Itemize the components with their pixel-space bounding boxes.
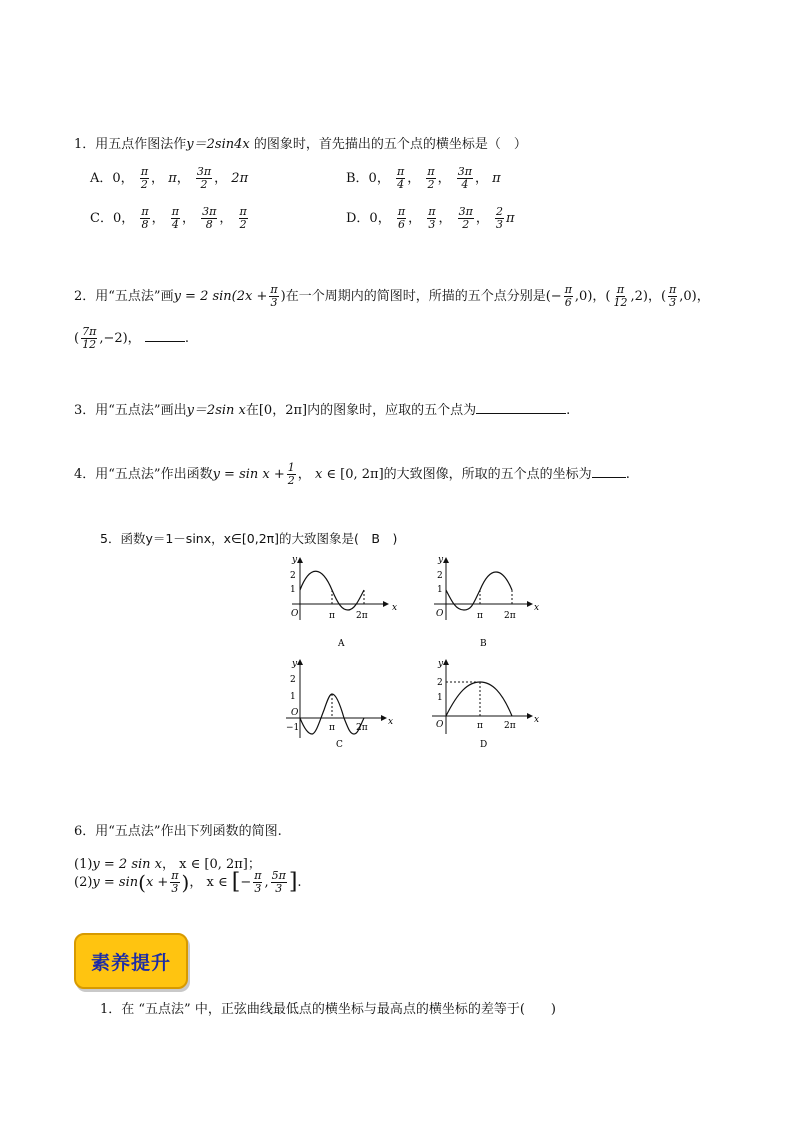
- q4-text: 4．用“五点法”作出函数: [74, 467, 213, 482]
- tick-2pi: 2π: [504, 721, 516, 731]
- answer-blank[interactable]: [145, 341, 185, 342]
- period: .: [184, 331, 189, 346]
- denominator: 3: [428, 218, 436, 231]
- q3-function: y＝2sin x: [186, 403, 246, 418]
- left-paren: (: [138, 870, 146, 895]
- denominator: 3: [496, 218, 504, 231]
- tick-2: 2: [290, 571, 296, 581]
- q3-stem: [74, 399, 570, 418]
- q4-stem: [74, 462, 630, 487]
- q6-stem: [74, 820, 282, 839]
- interval: [0, 2π]: [340, 467, 384, 482]
- tick-2pi: 2π: [356, 723, 368, 733]
- fraction: [396, 166, 405, 191]
- q1-stem: [74, 133, 527, 152]
- fraction: [271, 870, 287, 895]
- fraction: [81, 326, 97, 351]
- denominator: 3: [171, 882, 179, 895]
- fraction: [253, 870, 262, 895]
- two-pi: 2π: [231, 171, 249, 186]
- comma: ，: [181, 211, 195, 226]
- q5-text: 5．函数y＝1－sinx，x∈[0,2π]的大致图象是( B ): [100, 531, 398, 546]
- x-label: x: [388, 717, 394, 727]
- q1-option-a[interactable]: [90, 166, 248, 191]
- denominator: 3: [270, 296, 278, 309]
- domain: ， x ∈: [162, 857, 201, 872]
- fraction: [668, 284, 677, 309]
- tick-1: 1: [290, 585, 296, 595]
- fraction: [426, 166, 435, 191]
- paren: ): [280, 289, 286, 304]
- graph-b[interactable]: [424, 552, 544, 652]
- point: ,0)，: [574, 289, 606, 304]
- numerator: π: [141, 205, 149, 218]
- denominator: 6: [397, 218, 405, 231]
- numerator: 1: [287, 461, 295, 474]
- tick-1: 1: [290, 692, 296, 702]
- numerator: π: [428, 205, 436, 218]
- q5-stem: [100, 529, 397, 547]
- q6-part2: (2)y = sin(x + $\frac{\pi}{3}$ )， x ∈ [− $\frac{\pi}{3}$ , $\frac{5\pi}{3}$ ].: [74, 869, 302, 895]
- tick-1: 1: [437, 585, 443, 595]
- denominator: 4: [397, 178, 405, 191]
- graph-label-d: D: [480, 740, 488, 750]
- denominator: 8: [205, 218, 213, 231]
- tick-2: 2: [290, 675, 296, 685]
- point: (: [74, 331, 80, 346]
- q2-stem: [74, 284, 710, 309]
- q6-function-2: y = sin: [92, 875, 139, 890]
- comma: ，: [176, 171, 190, 186]
- comma: ，: [475, 211, 489, 226]
- fraction: [564, 284, 573, 309]
- period: .: [566, 403, 571, 418]
- section-badge: [74, 933, 188, 989]
- part-label: (1): [74, 857, 93, 872]
- fraction: [397, 206, 406, 231]
- origin-label: O: [291, 708, 299, 718]
- comma: ，: [297, 467, 311, 482]
- comma: ，: [151, 171, 165, 186]
- comma: ，: [214, 171, 228, 186]
- option-label: C．0，: [90, 211, 135, 226]
- x-label: x: [534, 603, 540, 613]
- denominator: 2: [140, 178, 148, 191]
- fraction: [458, 206, 474, 231]
- graph-a[interactable]: [276, 552, 396, 652]
- q1-option-b[interactable]: [346, 166, 501, 191]
- inner-expr: x +: [145, 875, 169, 890]
- numerator: π: [270, 283, 278, 296]
- tick-pi: π: [477, 721, 483, 731]
- denominator: 12: [82, 338, 97, 351]
- denominator: 2: [287, 474, 295, 487]
- point: (−: [545, 289, 562, 304]
- numerator: π: [254, 869, 262, 882]
- tick-2pi: 2π: [504, 611, 516, 621]
- numerator: π: [239, 205, 247, 218]
- comma: ，: [151, 211, 165, 226]
- fraction: [239, 206, 248, 231]
- point: (: [660, 289, 667, 304]
- fraction: [171, 206, 180, 231]
- origin-label: O: [436, 609, 444, 619]
- semicolon: ；: [247, 857, 261, 872]
- right-bracket: ]: [288, 869, 298, 895]
- pi: π: [168, 171, 177, 186]
- y-label: y: [292, 659, 298, 669]
- q4-function: y = sin x +: [212, 467, 285, 482]
- q2-function: y = 2 sin(2x +: [173, 289, 268, 304]
- q3-text: 3．用“五点法”画出: [74, 403, 187, 418]
- fraction: [201, 206, 217, 231]
- numerator: 3π: [457, 165, 472, 178]
- q3-text: 在[0，2π]内的图象时，应取的五个点为: [245, 403, 477, 418]
- denominator: 4: [171, 218, 179, 231]
- graph-label-a: A: [338, 639, 345, 649]
- denominator: 8: [141, 218, 149, 231]
- fraction: [495, 206, 504, 231]
- pi: π: [492, 171, 501, 186]
- numerator: π: [616, 283, 625, 296]
- minus: −: [240, 875, 252, 890]
- fraction: [287, 462, 296, 487]
- denominator: 6: [564, 296, 572, 309]
- point: (: [605, 289, 611, 304]
- fraction: [140, 206, 149, 231]
- tick-pi: π: [329, 723, 335, 733]
- fraction: [427, 206, 436, 231]
- fraction: [269, 284, 278, 309]
- tick-2: 2: [437, 571, 443, 581]
- numerator: 3π: [458, 205, 473, 218]
- fraction: [612, 284, 628, 309]
- q2-text: 在一个周期内的简图时，所描的五个点分别是: [285, 289, 546, 304]
- comma: ，: [437, 171, 451, 186]
- answer-blank[interactable]: [476, 413, 566, 414]
- period: .: [297, 875, 302, 890]
- option-label: A．0，: [90, 171, 134, 186]
- numerator: 2: [496, 205, 504, 218]
- origin-label: O: [436, 720, 444, 730]
- s1-stem: [100, 998, 556, 1017]
- tick-minus-1: −1: [286, 723, 300, 733]
- q2-text: 2．用“五点法”画: [74, 289, 174, 304]
- y-label: y: [438, 555, 444, 565]
- numerator: π: [140, 165, 149, 178]
- numerator: π: [171, 869, 179, 882]
- graph-d[interactable]: [424, 654, 544, 754]
- pi: π: [506, 211, 515, 226]
- q4-text: 的大致图像，所取的五个点的坐标为: [383, 467, 592, 482]
- y-label: y: [438, 659, 444, 669]
- option-label: B．0，: [346, 171, 390, 186]
- answer-blank[interactable]: [592, 477, 626, 478]
- denominator: 2: [427, 178, 435, 191]
- denominator: 2: [239, 218, 247, 231]
- tick-pi: π: [477, 611, 483, 621]
- part-label: (2): [74, 875, 93, 890]
- domain: x ∈: [314, 467, 337, 482]
- curve: [446, 682, 512, 716]
- denominator: 3: [275, 882, 283, 895]
- section-badge-text: 素养提升: [90, 951, 171, 974]
- x-label: x: [392, 603, 398, 613]
- q1-stem-text: 1．用五点作图法作: [74, 137, 187, 152]
- tick-1: 1: [437, 693, 443, 703]
- numerator: π: [171, 205, 179, 218]
- option-label: D．0，: [346, 211, 391, 226]
- x-label: x: [534, 715, 540, 725]
- fraction: [457, 166, 473, 191]
- graph-label-b: B: [480, 639, 487, 649]
- s1-text: 1．在 “五点法” 中，正弦曲线最低点的横坐标与最高点的横坐标的差等于( ): [100, 1002, 556, 1017]
- point: ,−2)，: [99, 331, 141, 346]
- denominator: 2: [200, 178, 208, 191]
- numerator: π: [669, 283, 677, 296]
- numerator: π: [564, 283, 572, 296]
- point: ,2)，: [630, 289, 661, 304]
- q6-text: 6．用“五点法”作出下列函数的简图.: [74, 824, 282, 839]
- numerator: π: [397, 205, 406, 218]
- tick-2: 2: [437, 678, 443, 688]
- left-bracket: [: [231, 869, 241, 895]
- denominator: 12: [613, 296, 628, 309]
- fraction: [140, 166, 149, 191]
- tick-pi: π: [329, 611, 335, 621]
- numerator: 7π: [82, 325, 97, 338]
- comma: ，: [474, 171, 488, 186]
- denominator: 3: [669, 296, 677, 309]
- numerator: 3π: [196, 165, 212, 178]
- comma: ，: [407, 171, 421, 186]
- numerator: 5π: [271, 869, 286, 882]
- q6-function-1: y = 2 sin x: [92, 857, 162, 872]
- right-paren: ): [181, 870, 190, 895]
- denominator: 2: [462, 218, 470, 231]
- domain: ， x ∈: [189, 875, 228, 890]
- y-label: y: [292, 555, 298, 565]
- point: ,0)，: [679, 289, 710, 304]
- interval: [0, 2π]: [204, 857, 248, 872]
- period: .: [625, 467, 630, 482]
- denominator: 3: [254, 882, 262, 895]
- comma: ，: [408, 211, 422, 226]
- numerator: π: [427, 165, 435, 178]
- comma: ，: [438, 211, 452, 226]
- denominator: 4: [461, 178, 469, 191]
- q1-function: y＝2sin4x: [186, 137, 250, 152]
- graph-c[interactable]: [276, 654, 396, 754]
- q2-line2: [74, 326, 189, 351]
- fraction: [196, 166, 212, 191]
- tick-2pi: 2π: [356, 611, 368, 621]
- numerator: π: [396, 165, 405, 178]
- graph-label-c: C: [336, 740, 343, 750]
- fraction: [170, 870, 179, 895]
- q1-option-d[interactable]: [346, 206, 515, 231]
- q1-option-c[interactable]: [90, 206, 250, 231]
- comma: ，: [219, 211, 233, 226]
- numerator: 3π: [202, 205, 217, 218]
- origin-label: O: [291, 609, 299, 619]
- q1-stem-tail: 的图象时，首先描出的五个点的横坐标是（ ）: [249, 137, 527, 152]
